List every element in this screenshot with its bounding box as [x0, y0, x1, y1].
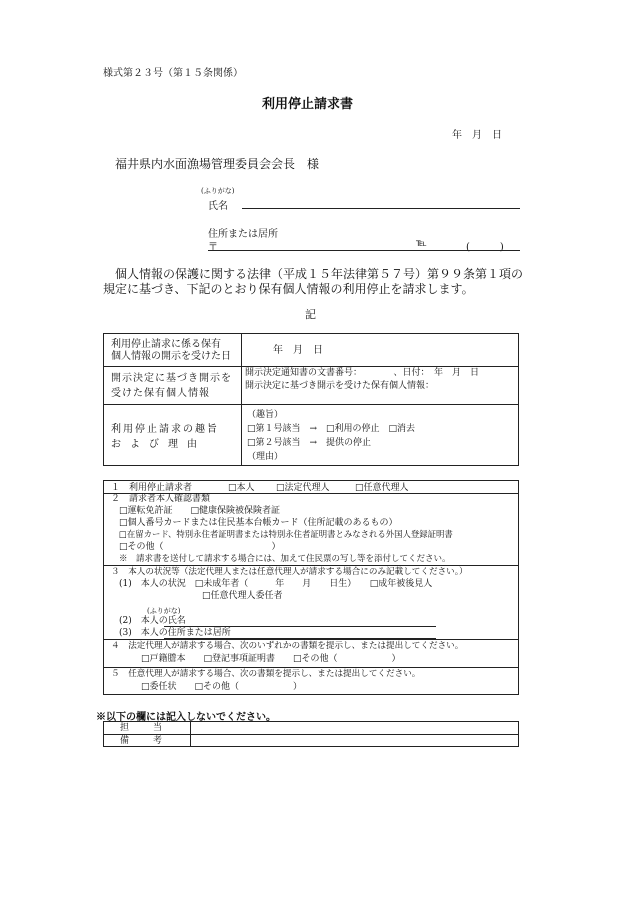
principal-status-line-1[interactable]: (1) 本人の状況 □未成年者（ 年 月 日生） □成年被後見人 [119, 579, 433, 589]
tel-mark: ℡ [416, 238, 427, 249]
requester-self-option[interactable]: □本人 [228, 483, 255, 493]
purpose-label: 利用停止請求の趣旨 および理由 [111, 424, 219, 450]
principal-status-line-2[interactable]: □任意代理人委任者 [202, 591, 283, 601]
requester-voluntary-agent-option[interactable]: □任意代理人 [355, 483, 409, 493]
intro-line-1: 個人情報の保護に関する法律（平成１５年法律第５７号）第９９条第１項の [115, 267, 524, 281]
requester-table [103, 480, 519, 695]
address-field[interactable] [208, 250, 520, 251]
office-remarks-label: 備 考 [120, 736, 165, 746]
disclosed-info-value[interactable]: 開示決定通知書の文書番号： 、日付： 年 月 日 開示決定に基づき開示を受けた保有個人情報： [245, 368, 480, 391]
address-label: 住所または居所 [208, 229, 278, 240]
legal-agent-docs-title: ４ 法定代理人が請求する場合、次のいずれかの書類を提示し、または提出してください。 [111, 641, 464, 651]
principal-address-field[interactable] [164, 638, 436, 639]
name-label: 氏名 [208, 201, 228, 212]
principal-furigana-label: (ふりがな) [147, 607, 181, 615]
requester-legal-agent-option[interactable]: □法定代理人 [276, 483, 330, 493]
voluntary-agent-docs-title: ５ 任意代理人が請求する場合、次の書類を提示し、または提出してください。 [111, 669, 421, 679]
furigana-label: (ふりがな) [201, 187, 235, 195]
id-doc-option-4[interactable]: □その他（ ） [119, 542, 281, 553]
office-use-note: ※以下の欄には記入しないでください。 [96, 712, 276, 723]
requester-type-label: １ 利用停止請求者 [111, 483, 193, 493]
id-doc-option-3[interactable]: □在留カード、特別永住者証明書または特別永住者証明書とみなされる外国人登録証明書 [119, 529, 453, 540]
office-use-table [103, 721, 519, 747]
principal-name-label: (2) 本人の氏名 [119, 616, 186, 626]
intro-line-2: 規定に基づき、下記のとおり保有個人情報の利用停止を請求します。 [103, 282, 474, 296]
office-staff-label: 担 当 [120, 723, 165, 733]
page-title: 利用停止請求書 [262, 97, 354, 112]
voluntary-agent-docs-options[interactable]: □委任状 □その他（ ） [141, 682, 303, 692]
principal-address-label: (3) 本人の住所または居所 [119, 628, 231, 638]
postal-mark: 〒 [208, 242, 218, 253]
name-field[interactable] [242, 208, 520, 209]
addressee: 福井県内水面漁場管理委員会会長 様 [115, 157, 320, 171]
purpose-value[interactable]: （趣旨） □第１号該当 → □利用の停止 □消去 □第２号該当 → 提供の停止 （理由） [247, 410, 416, 462]
request-table [103, 333, 519, 466]
id-doc-option-2[interactable]: □個人番号カードまたは住民基本台帳カード（住所記載のあるもの） [119, 517, 398, 528]
id-doc-option-1[interactable]: □運転免許証 □健康保険被保険者証 [119, 505, 281, 516]
disclosed-date-label: 利用停止請求に係る保有 個人情報の開示を受けた日 [111, 339, 231, 362]
id-documents-section: ２ 請求者本人確認書類 □運転免許証 □健康保険被保険者証 □個人番号カードまたは住民基本台帳カード（住所記載のあるもの） □在留カード、特別永住者証明書または特別永住者証明書とみなされる外国人登録証明書 □その他（ ） ※ 請求書を送付して請求する場合には、加えて住民票の写し等を添付してください。 [111, 494, 453, 564]
id-doc-note: ※ 請求書を送付して請求する場合には、加えて住民票の写し等を添付してください。 [119, 553, 451, 564]
principal-status-title: ３ 本人の状況等（法定代理人または任意代理人が請求する場合にのみ記載してください。） [111, 567, 468, 577]
form-number: 様式第２３号（第１５条関係） [103, 68, 243, 79]
disclosed-date-value[interactable]: 年 月 日 [273, 345, 323, 356]
ki-label: 記 [305, 308, 316, 321]
disclosed-info-label: 開示決定に基づき開示を 受けた保有個人情報 [111, 373, 232, 399]
request-date: 年 月 日 [452, 130, 502, 141]
tel-parens: ( ) [466, 242, 504, 253]
legal-agent-docs-options[interactable]: □戸籍謄本 □登記事項証明書 □その他（ ） [141, 654, 401, 664]
